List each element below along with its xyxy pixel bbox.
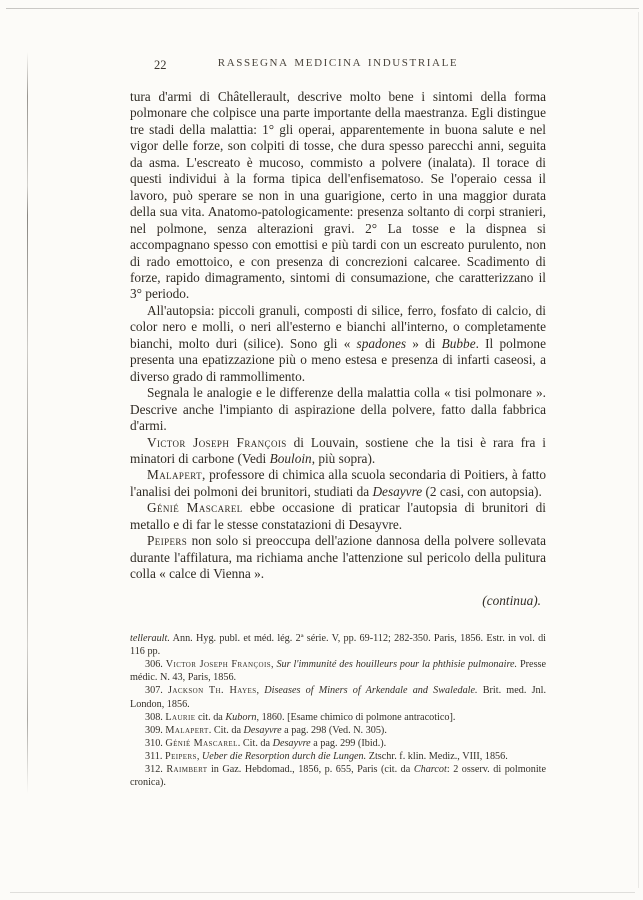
- text-segment: Malapert: [165, 724, 209, 736]
- text-segment: Peipers: [165, 750, 197, 762]
- footnote: [130, 750, 546, 763]
- journal-title: RASSEGNA MEDICINA INDUSTRIALE: [217, 57, 459, 69]
- text-segment: Peipers: [147, 533, 188, 549]
- text-segment: a pag. 299 (Ibid.).: [310, 737, 387, 749]
- text-segment: ,: [256, 685, 265, 697]
- text-segment: Génié Mascarel: [147, 500, 243, 516]
- footnote: [130, 684, 546, 710]
- text-segment: » di: [406, 335, 442, 351]
- text-segment: Charcot: [413, 763, 447, 775]
- text-segment: di Louvain, sostiene che la tisi è rara fra i minatori di carbone (Vedi: [130, 434, 546, 466]
- body-paragraph: [130, 385, 546, 434]
- page-header: [130, 57, 546, 73]
- text-segment: Brit. med. Jnl. London, 1856.: [130, 685, 547, 710]
- scan-artifact-right-edge: [638, 12, 639, 888]
- body-paragraph: [130, 435, 546, 468]
- text-segment: Ann. Hyg. publ. et méd. lég. 2ª série. V, pp. 69-112; 282-350. Paris, 1856. Estr. in vol. di 116 pp.: [130, 633, 546, 658]
- text-segment: Ztschr. f. klin. Mediz., VIII, 1856.: [366, 750, 508, 762]
- text-segment: in Gaz. Hebdomad., 1856, p. 655, Paris (cit. da: [207, 763, 414, 775]
- body-paragraphs: [130, 89, 546, 583]
- footnote: [130, 737, 546, 750]
- text-segment: 308.: [145, 711, 166, 723]
- text-segment: : 2 osserv. di polmonite cronica).: [130, 763, 547, 789]
- text-segment: Kuborn: [225, 711, 257, 723]
- text-segment: Presse médic. N. 43, Paris, 1856.: [130, 659, 547, 684]
- page-number: 22: [154, 58, 167, 72]
- text-segment: Ueber die Resorption durch die Lungen.: [201, 750, 367, 762]
- text-segment: (2 casi, con autopsia).: [422, 483, 542, 499]
- text-segment: 311.: [145, 750, 165, 762]
- body-paragraph: [130, 533, 546, 582]
- text-segment: tura d'armi di Châtellerault, descrive molto bene i sintomi della forma polmonare che colpisce una parte importante della maestranza. Egli distingue tre stadi della malattia: 1° gli operai, apparentemente in buona salute e nel vigor delle forze, son colpiti di tosse, che dura spesso parecchi anni, seguita da asma. L'escreato è mucoso, commisto a polvere (inalata). Il torace di questi individui à la forma tipica dell'enfisematoso. Se l'operaio cessa il lavoro, può sperare se non in una guarigione, certo in una maggior durata della sua vita. Anatomo-patologicamente: presenza soltanto di corpi stranieri, nel polmone, senza alterazioni gravi. 2° La tosse e la dispnea si accompagnano spesso con emottisi e più tardi con un escreato purulento, non di rado emottoico, e con presenza di concrezioni calcaree. Scadimento di forze, rapido dimagramento, sintomi di consumazione, che caratterizzano il 3° periodo.: [130, 89, 546, 302]
- footnote: [130, 711, 546, 724]
- text-segment: ,: [196, 750, 202, 762]
- text-segment: 312.: [145, 763, 167, 775]
- text-segment: Desayvre: [272, 737, 311, 749]
- text-segment: Segnala le analogie e le differenze della malattia colla « tisi polmonare ». Descrive anche l'impianto di aspirazione della polvere, fatto dalla fabbrica d'armi.: [130, 385, 546, 434]
- continuation-note: [130, 593, 546, 609]
- text-segment: non solo si preoccupa dell'azione dannosa della polvere sollevata durante l'affilatura, ma richiama anche l'attenzione sul pericolo della pulitura colla « calce di Vienna ».: [130, 533, 546, 582]
- body-paragraph: [130, 89, 546, 303]
- text-segment: , più sopra).: [311, 450, 376, 466]
- text-segment: Génié Mascarel: [165, 737, 238, 749]
- text-segment: 306.: [145, 659, 166, 671]
- continuation-note-text: (continua).: [482, 592, 541, 608]
- text-segment: . Cit. da: [237, 737, 273, 749]
- text-segment: Desayvre: [243, 724, 282, 736]
- text-segment: Diseases of Miners of Arkendale and Swaledale.: [264, 685, 478, 697]
- text-segment: 309.: [145, 724, 166, 736]
- footnote: [130, 632, 546, 658]
- text-segment: Sur l'immunité des houilleurs pour la phthisie pulmonaire.: [276, 659, 518, 671]
- text-segment: ebbe occasione di praticar l'autopsia di brunitori di metallo e di far le stesse constatazioni di Desayvre.: [130, 500, 546, 532]
- text-segment: Desayvre: [372, 483, 423, 499]
- scan-artifact-bottom-edge: [10, 892, 635, 893]
- footnotes-section: [130, 632, 546, 789]
- body-paragraph: [130, 303, 546, 385]
- text-segment: All'autopsia: piccoli granuli, composti di silice, ferro, fosfato di calcio, di color nero e molli, o neri all'esterno e bianchi all'interno, o completamente bianchi, molto duri (silice). Sono gli «: [130, 302, 546, 351]
- text-segment: tellerault.: [130, 633, 170, 645]
- body-paragraph: [130, 500, 546, 533]
- scan-artifact-left-line: [27, 52, 28, 794]
- text-segment: Malapert: [147, 467, 202, 483]
- text-segment: ,: [271, 659, 277, 671]
- footnote: [130, 763, 546, 789]
- text-segment: Victor Joseph François: [147, 434, 287, 450]
- text-segment: , professore di chimica alla scuola secondaria di Poitiers, à fatto l'analisi dei polmoni dei brunitori, studiati da: [130, 467, 546, 499]
- text-segment: spadones: [356, 335, 407, 351]
- main-text-block: [130, 89, 546, 789]
- body-paragraph: [130, 467, 546, 500]
- text-segment: . Il polmone presenta una epatizzazione più o meno estesa e presenza di infarti caseosi, a diverso grado di rammollimento.: [130, 335, 546, 384]
- text-segment: Raimbert: [166, 763, 208, 775]
- text-segment: cit. da: [195, 711, 226, 723]
- footnote: [130, 724, 546, 737]
- text-segment: , 1860. [Esame chimico di polmone antracotico].: [256, 711, 456, 723]
- text-segment: 310.: [145, 737, 166, 749]
- text-segment: Jackson Th. Hayes: [168, 685, 257, 697]
- text-segment: 307.: [145, 685, 168, 697]
- text-segment: Bubbe: [441, 335, 476, 351]
- scan-artifact-top-edge: [6, 8, 639, 9]
- text-segment: Laurie: [165, 711, 196, 723]
- text-segment: . Cit. da: [208, 724, 244, 736]
- text-segment: Bouloin: [269, 450, 312, 466]
- text-segment: a pag. 298 (Ved. N. 305).: [281, 724, 387, 736]
- footnote: [130, 658, 546, 684]
- text-segment: Victor Joseph François: [165, 659, 272, 671]
